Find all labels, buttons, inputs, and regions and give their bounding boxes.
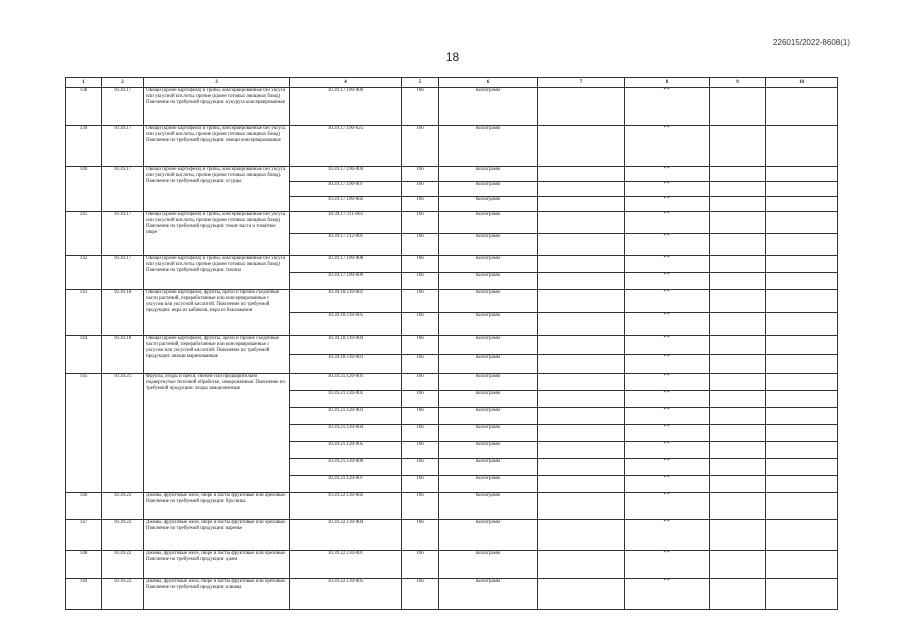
unit-name-cell: Килограмм: [439, 408, 538, 425]
empty-cell-9: [710, 355, 766, 374]
okpd-code-cell: 10.39.17.190-008: [290, 256, 402, 273]
empty-cell-10: [766, 336, 838, 355]
empty-cell-10: [766, 212, 838, 234]
product-name-cell: Овощи (кроме картофеля) и грибы, консервированные без уксуса или уксусной кислоты, прочие (кроме готовых овощных блюд) Пояснение по требуемой продукции: кукуруза консервированная: [144, 88, 290, 126]
empty-cell-10: [766, 391, 838, 408]
product-name-cell: Овощи (кроме картофеля) и грибы, консервированные без уксуса или уксусной кислоты, прочие (кроме готовых овощных блюд) Пояснение по требуемой продукции: овощи консервированные: [144, 126, 290, 167]
empty-cell-7: [538, 182, 625, 197]
empty-cell-7: [538, 425, 625, 442]
mark-cell: **: [625, 355, 710, 374]
row-number-cell: 144: [66, 336, 102, 374]
okpd-group-code-cell: 10.39.21: [102, 374, 144, 493]
column-header: 10: [766, 78, 838, 88]
empty-cell-9: [710, 313, 766, 336]
okpd-code-cell: 10.39.18.110-003: [290, 355, 402, 374]
row-number-cell: 142: [66, 256, 102, 290]
mark-cell: **: [625, 256, 710, 273]
okpd-code-cell: 10.39.21.120-007: [290, 476, 402, 493]
mark-cell: **: [625, 551, 710, 579]
unit-code-cell: 166: [402, 476, 439, 493]
unit-code-cell: 166: [402, 459, 439, 476]
unit-code-cell: 166: [402, 425, 439, 442]
unit-name-cell: Килограмм: [439, 290, 538, 313]
empty-cell-7: [538, 391, 625, 408]
empty-cell-9: [710, 493, 766, 520]
unit-name-cell: Килограмм: [439, 126, 538, 167]
mark-cell: **: [625, 579, 710, 610]
page-number: 18: [445, 50, 460, 64]
unit-name-cell: Килограмм: [439, 182, 538, 197]
mark-cell: **: [625, 459, 710, 476]
empty-cell-7: [538, 256, 625, 273]
okpd-code-cell: 10.39.17.111-002: [290, 212, 402, 234]
table-header-row: [66, 78, 838, 88]
product-name-cell: Фрукты, ягоды и орехи, свежие или предварительно подвергнутые тепловой обработке, замороженные. Пояснение по требуемой продукции: ягоды замороженные: [144, 374, 290, 493]
row-number-cell: 139: [66, 126, 102, 167]
mark-cell: **: [625, 167, 710, 182]
empty-cell-9: [710, 256, 766, 273]
product-name-cell: Джемы, фруктовые желе, пюре и пасты фруктовые или ореховые. Пояснение по требуемой продукции: джем: [144, 551, 290, 579]
empty-cell-10: [766, 234, 838, 256]
empty-cell-9: [710, 336, 766, 355]
product-name-cell: Овощи (кроме картофеля), фрукты, орехи и прочие съедобные части растений, переработанные или консервированные с уксусом или уксусной кислотой. Пояснение по требуемой продукции: овощи маринованные: [144, 336, 290, 374]
unit-code-cell: 166: [402, 167, 439, 182]
mark-cell: **: [625, 408, 710, 425]
empty-cell-7: [538, 355, 625, 374]
unit-name-cell: Килограмм: [439, 313, 538, 336]
row-number-cell: 138: [66, 88, 102, 126]
unit-code-cell: 166: [402, 391, 439, 408]
empty-cell-10: [766, 273, 838, 290]
empty-cell-10: [766, 197, 838, 212]
unit-code-cell: 166: [402, 520, 439, 551]
empty-cell-7: [538, 88, 625, 126]
okpd-group-code-cell: 10.39.22: [102, 579, 144, 610]
table-row: [66, 493, 838, 520]
empty-cell-10: [766, 126, 838, 167]
okpd-code-cell: 10.39.18.110-002: [290, 290, 402, 313]
row-number-cell: 141: [66, 212, 102, 256]
unit-name-cell: Килограмм: [439, 355, 538, 374]
mark-cell: **: [625, 290, 710, 313]
empty-cell-10: [766, 290, 838, 313]
empty-cell-9: [710, 551, 766, 579]
empty-cell-7: [538, 551, 625, 579]
empty-cell-7: [538, 476, 625, 493]
empty-cell-9: [710, 212, 766, 234]
unit-code-cell: 166: [402, 126, 439, 167]
table-row: [66, 551, 838, 579]
unit-code-cell: 166: [402, 355, 439, 374]
okpd-code-cell: 10.39.17.190-004: [290, 167, 402, 182]
empty-cell-9: [710, 182, 766, 197]
mark-cell: **: [625, 476, 710, 493]
empty-cell-9: [710, 88, 766, 126]
empty-cell-10: [766, 88, 838, 126]
empty-cell-7: [538, 520, 625, 551]
okpd-code-cell: 10.39.18.110-005: [290, 313, 402, 336]
mark-cell: **: [625, 425, 710, 442]
empty-cell-7: [538, 167, 625, 182]
okpd-group-code-cell: 10.39.17: [102, 256, 144, 290]
product-name-cell: Джемы, фруктовые желе, пюре и пасты фруктовые или ореховые. Пояснение по требуемой продукции: клюква: [144, 579, 290, 610]
mark-cell: **: [625, 88, 710, 126]
empty-cell-7: [538, 374, 625, 391]
empty-cell-9: [710, 408, 766, 425]
empty-cell-7: [538, 273, 625, 290]
mark-cell: **: [625, 212, 710, 234]
product-name-cell: Джемы, фруктовые желе, пюре и пасты фруктовые или ореховые. Пояснение по требуемой продукции: варенье: [144, 520, 290, 551]
empty-cell-9: [710, 459, 766, 476]
unit-code-cell: 166: [402, 551, 439, 579]
empty-cell-10: [766, 551, 838, 579]
okpd-code-cell: 10.39.17.112-001: [290, 234, 402, 256]
unit-code-cell: 166: [402, 197, 439, 212]
column-header: 4: [290, 78, 402, 88]
unit-code-cell: 166: [402, 182, 439, 197]
unit-name-cell: Килограмм: [439, 476, 538, 493]
product-name-cell: Овощи (кроме картофеля), фрукты, орехи и прочие съедобные части растений, переработанные или консервированные с уксусом или уксусной кислотой. Пояснение по требуемой продукции: икра из кабачков, икра из баклажанов: [144, 290, 290, 336]
unit-name-cell: Килограмм: [439, 256, 538, 273]
unit-name-cell: Килограмм: [439, 212, 538, 234]
empty-cell-9: [710, 425, 766, 442]
mark-cell: **: [625, 197, 710, 212]
okpd-code-cell: 10.39.21.120-005: [290, 442, 402, 459]
empty-cell-10: [766, 520, 838, 551]
row-number-cell: 145: [66, 374, 102, 493]
empty-cell-9: [710, 167, 766, 182]
okpd-code-cell: 10.39.21.120-002: [290, 391, 402, 408]
okpd-code-cell: 10.39.22.130-002: [290, 493, 402, 520]
okpd-group-code-cell: 10.39.22: [102, 551, 144, 579]
empty-cell-9: [710, 126, 766, 167]
mark-cell: **: [625, 336, 710, 355]
okpd-code-cell: 10.39.21.120-003: [290, 408, 402, 425]
okpd-group-code-cell: 10.39.17: [102, 167, 144, 212]
okpd-group-code-cell: 10.39.17: [102, 212, 144, 256]
column-header: 3: [144, 78, 290, 88]
empty-cell-10: [766, 579, 838, 610]
empty-cell-9: [710, 273, 766, 290]
empty-cell-7: [538, 290, 625, 313]
row-number-cell: 146: [66, 493, 102, 520]
unit-code-cell: 166: [402, 234, 439, 256]
okpd-group-code-cell: 10.39.17: [102, 88, 144, 126]
empty-cell-9: [710, 290, 766, 313]
empty-cell-7: [538, 197, 625, 212]
unit-name-cell: Килограмм: [439, 391, 538, 408]
empty-cell-9: [710, 442, 766, 459]
okpd-code-cell: 10.39.22.130-004: [290, 520, 402, 551]
mark-cell: **: [625, 374, 710, 391]
mark-cell: **: [625, 442, 710, 459]
table-row: [66, 336, 838, 355]
unit-name-cell: Килограмм: [439, 551, 538, 579]
products-table: [65, 77, 838, 610]
mark-cell: **: [625, 126, 710, 167]
column-header: 2: [102, 78, 144, 88]
unit-name-cell: Килограмм: [439, 167, 538, 182]
empty-cell-9: [710, 197, 766, 212]
document-number: 226015/2022-8608(1): [773, 38, 850, 47]
okpd-code-cell: 10.39.21.120-006: [290, 459, 402, 476]
mark-cell: **: [625, 493, 710, 520]
column-header: 6: [439, 78, 538, 88]
row-number-cell: 147: [66, 520, 102, 551]
empty-cell-10: [766, 493, 838, 520]
unit-name-cell: Килограмм: [439, 197, 538, 212]
table-row: [66, 374, 838, 391]
empty-cell-10: [766, 425, 838, 442]
unit-name-cell: Килограмм: [439, 234, 538, 256]
empty-cell-10: [766, 459, 838, 476]
empty-cell-10: [766, 374, 838, 391]
unit-name-cell: Килограмм: [439, 374, 538, 391]
row-number-cell: 140: [66, 167, 102, 212]
unit-code-cell: 166: [402, 579, 439, 610]
empty-cell-7: [538, 313, 625, 336]
unit-name-cell: Килограмм: [439, 520, 538, 551]
unit-name-cell: Килограмм: [439, 493, 538, 520]
table-row: [66, 167, 838, 182]
okpd-group-code-cell: 10.39.18: [102, 336, 144, 374]
unit-name-cell: Килограмм: [439, 336, 538, 355]
okpd-code-cell: 10.39.21.120-004: [290, 425, 402, 442]
empty-cell-7: [538, 408, 625, 425]
empty-cell-9: [710, 391, 766, 408]
empty-cell-10: [766, 408, 838, 425]
unit-code-cell: 166: [402, 336, 439, 355]
okpd-code-cell: 10.39.22.130-005: [290, 579, 402, 610]
unit-name-cell: Килограмм: [439, 88, 538, 126]
column-header: 8: [625, 78, 710, 88]
product-name-cell: Овощи (кроме картофеля) и грибы, консервированные без уксуса или уксусной кислоты, прочие (кроме готовых овощных блюд) Пояснение по требуемой продукции: томаты: [144, 256, 290, 290]
mark-cell: **: [625, 234, 710, 256]
empty-cell-7: [538, 442, 625, 459]
empty-cell-9: [710, 579, 766, 610]
empty-cell-10: [766, 442, 838, 459]
unit-code-cell: 166: [402, 442, 439, 459]
mark-cell: **: [625, 391, 710, 408]
mark-cell: **: [625, 313, 710, 336]
empty-cell-9: [710, 234, 766, 256]
okpd-code-cell: 10.39.17.190-007: [290, 182, 402, 197]
product-name-cell: Джемы, фруктовые желе, пюре и пасты фруктовые или ореховые. Пояснение по требуемой продукции: брусника: [144, 493, 290, 520]
column-header: 9: [710, 78, 766, 88]
okpd-code-cell: 10.39.17.190-006: [290, 88, 402, 126]
okpd-group-code-cell: 10.39.22: [102, 520, 144, 551]
unit-code-cell: 166: [402, 290, 439, 313]
okpd-code-cell: 10.39.17.190-009: [290, 273, 402, 290]
empty-cell-7: [538, 336, 625, 355]
table-row: [66, 256, 838, 273]
unit-name-cell: Килограмм: [439, 442, 538, 459]
table-row: [66, 579, 838, 610]
mark-cell: **: [625, 520, 710, 551]
empty-cell-9: [710, 374, 766, 391]
okpd-code-cell: 10.39.18.110-004: [290, 336, 402, 355]
empty-cell-10: [766, 355, 838, 374]
empty-cell-9: [710, 520, 766, 551]
okpd-group-code-cell: 10.39.22: [102, 493, 144, 520]
empty-cell-10: [766, 476, 838, 493]
empty-cell-10: [766, 313, 838, 336]
okpd-group-code-cell: 10.39.18: [102, 290, 144, 336]
unit-name-cell: Килограмм: [439, 273, 538, 290]
table-row: [66, 290, 838, 313]
empty-cell-10: [766, 256, 838, 273]
empty-cell-7: [538, 579, 625, 610]
table-row: [66, 520, 838, 551]
empty-cell-10: [766, 182, 838, 197]
row-number-cell: 149: [66, 579, 102, 610]
row-number-cell: 143: [66, 290, 102, 336]
empty-cell-7: [538, 234, 625, 256]
unit-code-cell: 166: [402, 493, 439, 520]
empty-cell-7: [538, 459, 625, 476]
table-row: [66, 212, 838, 234]
table-row: [66, 126, 838, 167]
unit-code-cell: 166: [402, 408, 439, 425]
empty-cell-7: [538, 493, 625, 520]
unit-code-cell: 166: [402, 212, 439, 234]
empty-cell-9: [710, 476, 766, 493]
okpd-group-code-cell: 10.39.17: [102, 126, 144, 167]
column-header: 7: [538, 78, 625, 88]
product-name-cell: Овощи (кроме картофеля) и грибы, консервированные без уксуса или уксусной кислоты, прочие (кроме готовых овощных блюд) Пояснение по требуемой продукции: томат-паста и томатное пюре: [144, 212, 290, 256]
row-number-cell: 148: [66, 551, 102, 579]
unit-code-cell: 166: [402, 374, 439, 391]
okpd-code-cell: 10.39.21.120-001: [290, 374, 402, 391]
unit-code-cell: 166: [402, 273, 439, 290]
okpd-code-cell: 10.39.22.110-001: [290, 551, 402, 579]
table-row: [66, 88, 838, 126]
unit-code-cell: 166: [402, 313, 439, 336]
unit-name-cell: Килограмм: [439, 425, 538, 442]
empty-cell-10: [766, 167, 838, 182]
mark-cell: **: [625, 182, 710, 197]
mark-cell: **: [625, 273, 710, 290]
product-name-cell: Овощи (кроме картофеля) и грибы, консервированные без уксуса или уксусной кислоты, прочие (кроме готовых овощных блюд). Пояснение по требуемой продукции: огурцы: [144, 167, 290, 212]
unit-name-cell: Килограмм: [439, 579, 538, 610]
unit-name-cell: Килограмм: [439, 459, 538, 476]
column-header: 5: [402, 78, 439, 88]
unit-code-cell: 166: [402, 256, 439, 273]
empty-cell-7: [538, 126, 625, 167]
unit-code-cell: 166: [402, 88, 439, 126]
column-header: 1: [66, 78, 102, 88]
okpd-code-cell: 10.39.17.190-002: [290, 197, 402, 212]
okpd-code-cell: 10.39.17.190-025: [290, 126, 402, 167]
empty-cell-7: [538, 212, 625, 234]
